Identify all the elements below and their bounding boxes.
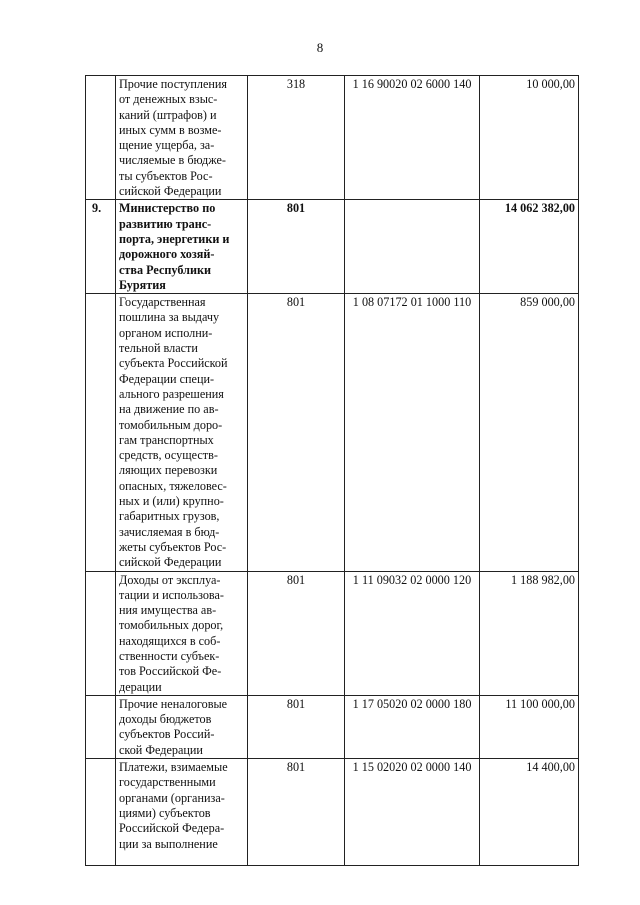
admin-code: 318: [248, 76, 345, 200]
budget-classification-code: 1 11 09032 02 0000 120: [345, 571, 480, 695]
admin-code: 801: [248, 294, 345, 571]
ministry-name: Министерство по развитию транс- порта, энергетики и дорожного хозяй- ства Республики Бурятия: [116, 200, 248, 294]
table-row: [86, 695, 579, 758]
amount: 10 000,00: [480, 76, 579, 200]
table-row: [86, 76, 579, 200]
admin-code: 801: [248, 200, 345, 294]
revenue-name: Прочие поступления от денежных взыс- каний (штрафов) и иных сумм в возме- щение ущерба, за- числяемые в бюдже- ты субъектов Рос- сийской Федерации: [116, 76, 248, 200]
row-number: 9.: [86, 200, 116, 294]
budget-classification-code: 1 08 07172 01 1000 110: [345, 294, 480, 571]
row-number: [86, 294, 116, 571]
row-number: [86, 759, 116, 866]
admin-code: 801: [248, 571, 345, 695]
revenue-name: Доходы от эксплуа- тации и использова- ния имущества ав- томобильных дорог, находящихся в соб- ственности субъек- тов Российской Фе- дерации: [116, 571, 248, 695]
table-row: [86, 200, 579, 294]
budget-classification-code: 1 15 02020 02 0000 140: [345, 759, 480, 866]
revenue-table: [85, 75, 579, 866]
budget-classification-code: [345, 200, 480, 294]
row-number: [86, 571, 116, 695]
amount-total: 14 062 382,00: [480, 200, 579, 294]
row-number: [86, 76, 116, 200]
table-row: [86, 571, 579, 695]
amount: 11 100 000,00: [480, 695, 579, 758]
budget-classification-code: 1 17 05020 02 0000 180: [345, 695, 480, 758]
amount: 1 188 982,00: [480, 571, 579, 695]
revenue-name: Платежи, взимаемые государственными органами (организа- циями) субъектов Российской Федера- ции за выполнение: [116, 759, 248, 866]
revenue-name: Прочие неналоговые доходы бюджетов субъектов Россий- ской Федерации: [116, 695, 248, 758]
amount: 859 000,00: [480, 294, 579, 571]
table-row: [86, 294, 579, 571]
admin-code: 801: [248, 695, 345, 758]
table-row: [86, 759, 579, 866]
page-number: 8: [316, 40, 324, 55]
budget-classification-code: 1 16 90020 02 6000 140: [345, 76, 480, 200]
revenue-name: Государственная пошлина за выдачу органом исполни- тельной власти субъекта Российской Федерации специ- ального разрешения на движение по ав- томобильным доро- гам транспортных средств, осуществ- ляющих перевозки опасных, тяжеловес- ных и (или) крупно- габаритных грузов, зачисляемая в бюд- жеты субъектов Рос- сийской Федерации: [116, 294, 248, 571]
amount: 14 400,00: [480, 759, 579, 866]
admin-code: 801: [248, 759, 345, 866]
row-number: [86, 695, 116, 758]
